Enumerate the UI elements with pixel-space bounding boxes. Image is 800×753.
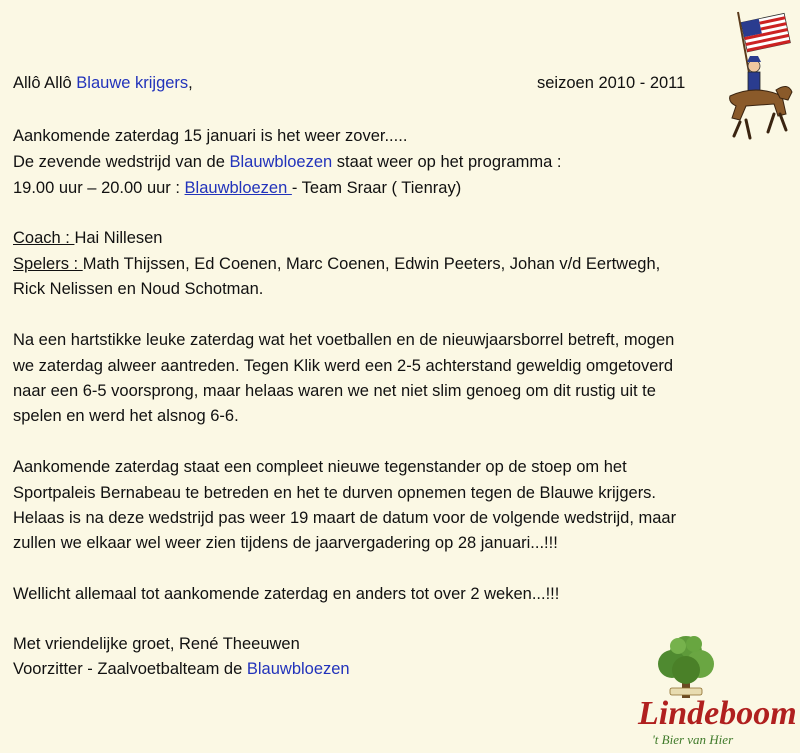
greeting-line: Allô Allô Blauwe krijgers, bbox=[13, 74, 193, 92]
paragraph-line: Helaas is na deze wedstrijd pas weer 19 maart de datum voor de volgende wedstrijd, maar bbox=[13, 509, 677, 527]
logo-brand: Lindeboom bbox=[638, 695, 797, 732]
intro-line-2: De zevende wedstrijd van de Blauwbloezen staat weer op het programma : bbox=[13, 153, 562, 171]
coach-name: Hai Nillesen bbox=[74, 229, 163, 247]
team-link[interactable]: Blauwbloezen bbox=[184, 179, 292, 197]
paragraph-line: Aankomende zaterdag staat een compleet nieuwe tegenstander op de stoep om het bbox=[13, 458, 627, 476]
lindeboom-logo bbox=[636, 632, 797, 750]
team-name: Blauwbloezen bbox=[246, 660, 350, 678]
logo-tagline: 't Bier van Hier bbox=[652, 732, 734, 747]
match-line: 19.00 uur – 20.00 uur : Blauwbloezen - Team Sraar ( Tienray) bbox=[13, 179, 462, 197]
players-line-2: Rick Nelissen en Noud Schotman. bbox=[13, 280, 264, 298]
intro-line-1: Aankomende zaterdag 15 januari is het weer zover..... bbox=[13, 127, 408, 145]
season-label: seizoen 2010 - 2011 bbox=[537, 74, 686, 92]
signature-greeting: Met vriendelijke groet, René Theeuwen bbox=[13, 635, 300, 653]
flag-bearer-horse-illustration bbox=[716, 4, 798, 144]
players-label: Spelers : bbox=[13, 255, 83, 273]
signature-title: Voorzitter - Zaalvoetbalteam de Blauwbloezen bbox=[13, 660, 350, 678]
coach-line bbox=[13, 228, 163, 248]
greeting: Allô Allô bbox=[13, 74, 72, 92]
team-name: Blauwe krijgers bbox=[76, 74, 189, 92]
closing-line: Wellicht allemaal tot aankomende zaterdag en anders tot over 2 weken...!!! bbox=[13, 585, 560, 603]
paragraph-line: naar een 6-5 voorsprong, maar helaas waren we net niet slim genoeg om dit rustig uit te bbox=[13, 382, 656, 400]
paragraph-line: Na een hartstikke leuke zaterdag wat het voetballen en de nieuwjaarsborrel betreft, mogen bbox=[13, 331, 675, 349]
paragraph-line: we zaterdag alweer aantreden. Tegen Klik werd een 2-5 achterstand geweldig omgetoverd bbox=[13, 357, 674, 375]
paragraph-line: Sportpaleis Bernabeau te betreden en het te durven opnemen tegen de Blauwe krijgers. bbox=[13, 484, 657, 502]
paragraph-line: zullen we elkaar wel weer zien tijdens de jaarvergadering op 28 januari...!!! bbox=[13, 534, 558, 552]
paragraph-line: spelen en werd het alsnog 6-6. bbox=[13, 407, 239, 425]
players-line-1: Spelers : Math Thijssen, Ed Coenen, Marc Coenen, Edwin Peeters, Johan v/d Eertwegh, bbox=[13, 255, 661, 273]
coach-label: Coach : bbox=[13, 229, 75, 247]
team-name: Blauwbloezen bbox=[229, 153, 333, 171]
